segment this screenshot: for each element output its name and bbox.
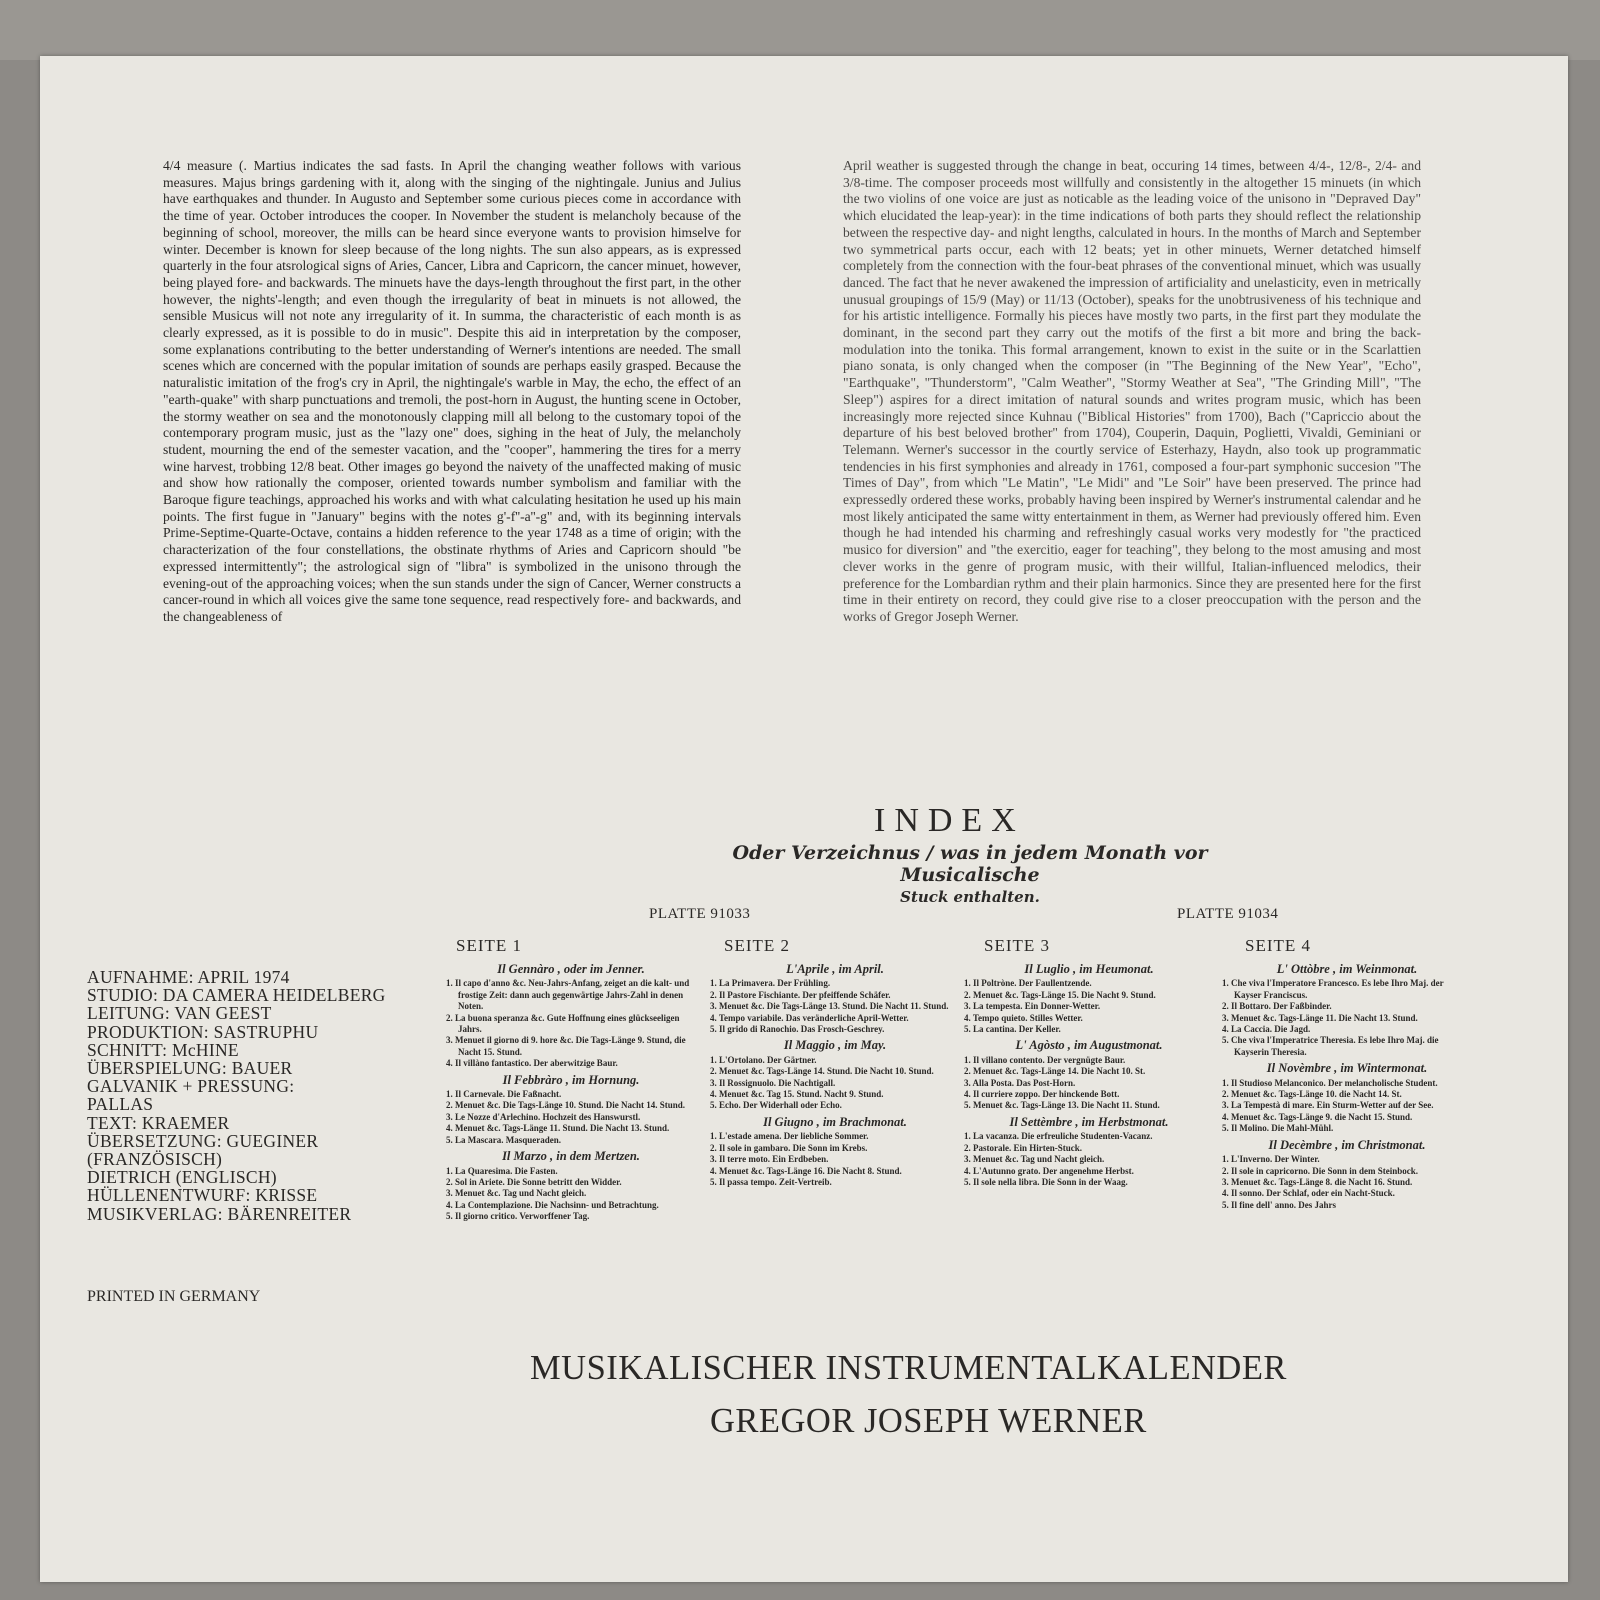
month-heading-january: Il Gennàro , oder im Jenner. [497,962,645,976]
seite-1-contents [446,964,696,1223]
track-item: 4. Il villàno fantastico. Der aberwitzige Baur. [446,1058,618,1069]
background [0,0,1600,60]
production-credits [87,968,386,1223]
seite-3-contents [964,964,1214,1188]
track-item: 5. Il sole nella libra. Die Sonn in der Waag. [964,1176,1128,1187]
month-heading-september: Il Settèmbre , im Herbstmonat. [1009,1114,1169,1129]
track-item: 3. Menuet &c. Tags-Länge 11. Die Nacht 13. Stund. [1222,1012,1418,1023]
month-heading-july: Il Luglio , im Heumonat. [1024,962,1154,976]
credit-line: ÜBERSPIELUNG: BAUER [87,1058,293,1079]
track-item: 5. La cantina. Der Keller. [964,1024,1061,1035]
credit-line: DIETRICH (ENGLISCH) [87,1167,277,1188]
track-item: 5. Il Molino. Die Mahl-Mühl. [1222,1123,1334,1134]
track-item: 3. La Tempestà di mare. Ein Sturm-Wetter auf der See. [1222,1100,1434,1111]
printed-in-label: PRINTED IN GERMANY [87,1288,261,1305]
track-item: 4. Il sonno. Der Schlaf, oder ein Nacht-Stuck. [1222,1188,1395,1199]
credit-line: ÜBERSETZUNG: GUEGINER [87,1130,319,1151]
credit-line: PRODUKTION: SASTRUPHU [87,1021,319,1042]
seite-2-contents [710,964,960,1188]
credit-line: (FRANZÖSISCH) [87,1149,223,1170]
track-item: 5. Il fine dell' anno. Des Jahrs [1222,1199,1337,1210]
credit-line: STUDIO: DA CAMERA HEIDELBERG [87,985,386,1006]
track-item: 5. Il grido di Ranochio. Das Frosch-Geschrey. [710,1024,885,1035]
track-item: 3. Menuet &c. Tag und Nacht gleich. [964,1154,1105,1165]
track-item: 4. La Contemplazione. Die Nachsinn- und Betrachtung. [446,1199,659,1210]
track-item: 1. La Primavera. Der Frühling. [710,978,831,989]
month-heading-march: Il Marzo , in dem Mertzen. [502,1149,640,1164]
track-item: 3. Il Rossignuolo. Die Nachtigall. [710,1077,836,1088]
index-title: INDEX [874,802,1025,839]
essay-text-left: 4/4 measure (. Martius indicates the sad fasts. In April the changing weather follows with various measures. Majus brings gardening with it, along with the singing of the nightingale. Junius and Julius have earthquakes and thunder. In Augusto and September some curious pieces come in accordance with the time of year. October introduces the cooper. In November the student is melancholy because of the beginning of school, moreover, the mills can be heard since everyone wants to provision himselve for winter. December is known for sleep because of the long nights. The sun also appears, as is expressed quarterly in the four atsrological signs of Aries, Cancer, Libra and Capricorn, the cancer minuet, however, being played fore- and backwards. The minuets have the days-length throughout the first part, in the other however, the nights'-length; and even though the irregularity of beat in minuets is not allowed, the sensible Musicus will not note any irregularity of it. In summa, the characteristic of each month is as clearly expressed, as it is possible to do in music". Despite this aid in interpretation by the composer, some explanations contributing to the better understanding of Werner's intentions are needed. The small scenes which are concerned with the popular imitation of sounds are perhaps easily grasped. Because the naturalistic imitation of the frog's cry in April, the nightingale's warble in May, the echo, the effect of an "earth-quake" with sharp punctuations and tremoli, the post-horn in August, the hunting scene in October, the stormy weather on sea and the monotonously clapping mill all belong to the customary topoi of the contemporary program music, just as the "lazy one" does, sighing in the heat of July, the melancholy student, mourning the end of the semester vacation, and the "cooper", hammering the tires for a merry wine harvest, trobbing 12/8 beat. Other images go beyond the naivety of the unaffected making of music and show how rationally the composer, oriented towards number symbolism and familiar with the Baroque figure teachings, approached his works and with what calculating hesitation he used up his main points. The first fugue in "January" begins with the notes g'-f''-a''-g" and, with its beginning intervals Prime-Septime-Quarte-Octave, contains a hidden reference to the year 1748 as a time of origin; with the characterization of the four constellations, the obstinate rhythms of Aries and Capricorn should "be expressed intermittently"; the astrological sign of "libra" is symbolized in the unisono through the evening-out of the approaching voices; when the sun stands under the sign of Cancer, Werner constructs a cancer-round in which all voices give the same tone sequence, read respectively fore- and backwards, and the changeableness of [163,158,741,624]
track-item: 4. La Caccia. Die Jagd. [1222,1024,1311,1035]
credit-line: HÜLLENENTWURF: KRISSE [87,1185,318,1206]
track-item: 2. Il sole in gambaro. Die Sonn im Krebs. [710,1142,868,1153]
month-heading-november: Il Novèmbre , im Wintermonat. [1266,1061,1428,1076]
track-item: 2. Menuet &c. Die Tags-Länge 10. Stund. Die Nacht 14. Stund. [446,1100,686,1111]
track-item: 2. Il sole in capricorno. Die Sonn in dem Steinbock. [1222,1165,1419,1176]
credit-line: AUFNAHME: APRIL 1974 [87,967,290,987]
month-heading-february: Il Febbràro , im Hornung. [502,1072,640,1087]
credit-line: SCHNITT: McHINE [87,1039,239,1060]
track-item: 3. La tempesta. Ein Donner-Wetter. [964,1001,1101,1012]
track-item: 4. L'Autunno grato. Der angenehme Herbst. [964,1165,1134,1176]
track-item: 2. Menuet &c. Tags-Länge 14. Die Nacht 10. St. [964,1066,1146,1077]
month-heading-august: L' Agòsto , im Augustmonat. [1015,1038,1163,1053]
track-item: 1. L'estade amena. Der liebliche Sommer. [710,1131,869,1142]
track-item: 1. La vacanza. Die erfreuliche Studenten-Vacanz. [964,1131,1153,1142]
track-item: 3. Le Nozze d'Arlechino. Hochzeit des Hanswurstl. [446,1111,641,1122]
track-item: 1. Il Carnevale. Die Faßnacht. [446,1089,562,1100]
track-item: 1. Il Poltròne. Der Faullentzende. [964,978,1092,989]
track-item: 5. Menuet &c. Tags-Länge 13. Die Nacht 11. Stund. [964,1100,1160,1111]
track-item: 2. Menuet &c. Tags-Länge 10. die Nacht 14. St. [1222,1089,1402,1100]
track-item: 1. Che viva l'Imperatore Francesco. Es lebe Ihro Maj. der Kayser Franciscus. [1222,978,1444,1000]
seite-label-4: SEITE 4 [1245,936,1312,955]
platte-label-91033: PLATTE 91033 [649,906,751,922]
track-item: 3. Menuet &c. Tags-Länge 8. die Nacht 16. Stund. [1222,1176,1413,1187]
essay-column-left [163,158,741,626]
track-item: 2. Il Pastore Fischiante. Der pfeiffende Schäfer. [710,989,891,1000]
track-item: 2. Menuet &c. Tags-Länge 14. Stund. Die Nacht 10. Stund. [710,1066,934,1077]
index-subtitle-line-1: Oder Verzeichnus / was in jedem Monath vor Musicalische [732,842,1208,886]
seite-label-2: SEITE 2 [724,936,791,955]
track-item: 5. La Mascara. Masqueraden. [446,1134,561,1145]
track-item: 5. Il giorno critico. Verworffener Tag. [446,1211,590,1222]
seite-4-contents [1222,964,1472,1211]
credit-line: TEXT: KRAEMER [87,1112,230,1133]
month-heading-june: Il Giugno , im Brachmonat. [763,1114,907,1129]
track-item: 1. L'Inverno. Der Winter. [1222,1154,1320,1165]
track-item: 5. Il passa tempo. Zeit-Vertreib. [710,1176,832,1187]
track-item: 3. Menuet il giorno di 9. hore &c. Die Tags-Länge 9. Stund, die Nacht 15. Stund. [446,1035,686,1057]
track-item: 3. Alla Posta. Das Post-Horn. [964,1077,1076,1088]
index-subtitle [700,842,1240,908]
track-item: 2. Il Bottaro. Der Faßbinder. [1222,1001,1332,1012]
track-item: 4. Tempo quieto. Stilles Wetter. [964,1012,1083,1023]
track-item: 1. L'Ortolano. Der Gärtner. [710,1054,817,1065]
index-subtitle-line-2: Stuck enthalten. [900,888,1040,906]
credit-line: PALLAS [87,1094,154,1115]
track-item: 2. Menuet &c. Tags-Länge 15. Die Nacht 9. Stund. [964,989,1156,1000]
track-item: 1. Il capo d'anno &c. Neu-Jahrs-Anfang, zeiget an die kalt- und frostige Zeit: dann auch gegenwärtige Jahrs-Zahl in denen Noten. [446,978,690,1012]
essay-text-right: April weather is suggested through the change in beat, occuring 14 times, between 4/4-, 12/8-, 2/4- and 3/8-time. The composer proceeds most willfully and consistently in the altogether 15 minuets (in which the two violins of one voice are just as noticable as the leading voice of the unisono in "Depraved Day" which elucidated the leap-year): in the time indications of both parts they should reflect the relationship between the respective day- and night lengths, calculated in hours. In the months of March and September two symmetrical parts occur, each with 12 beats; yet in other minuets, Werner detatched himself completely from the connection with the four-beat phrases of the conventional minuet, which was usually danced. The fact that he never awakened the impression of artificiality and unelasticity, even in metrically unusual groupings of 15/9 (May) or 11/13 (October), speaks for the unobtrusiveness of his technique and for his artistic intelligence. Formally his pieces have mostly two parts, in the first part they modulate the dominant, in the second part they carry out the motifs of the first a bit more and bring the back-modulation into the tonika. This formal arrangement, known to exist in the suite or in the Scarlattien piano sonata, is only changed when the composer (in "The Beginning of the New Year", "Echo", "Earthquake", "Thunderstorm", "Calm Weather", "Stormy Weather at Sea", "The Grinding Mill", "The Sleep") aspires for a direct imitation of natural sounds and writes program music, which has been increasingly more rejected since Kuhnau ("Biblical Histories" from 1700), Bach ("Capriccio about the departure of his best beloved brother" from 1704), Couperin, Daquin, Poglietti, Vivaldi, Geminiani or Telemann. Werner's successor in the courtly service of Esterhazy, Haydn, also took up programmatic tendencies in his first symphonies and already in 1761, composed a four-part symphonic succesion "The Times of Day", from which "Le Matin", "Le Midi" and "Le Soir" have been preserved. The prince had expressedly ordered these works, probably having been inspired by Werner's instrumental calendar and he most likely anticipated the same witty entertainment in them, as Werner had previously offered him. Even though he had intended his charming and refreshingly casual works very modestly for "the practiced musico for diversion" and "the exercitio, eager for teaching", they belong to the most amusing and most clever works in the genre of program music, with their willful, Italian-influenced melodics, their preference for the Lombardian rythm and their plain harmonics. Since they are presented here for the first time in their entirety on record, they could give rise to a closer preoccupation with the person and the works of Gregor Joseph Werner. [843,158,1421,624]
track-item: 1. Il villano contento. Der vergnügte Baur. [964,1054,1126,1065]
album-title: MUSIKALISCHER INSTRUMENTALKALENDER [530,1349,1287,1387]
month-heading-october: L' Ottòbre , im Weinmonat. [1276,962,1418,976]
track-item: 5. Echo. Der Widerhall oder Echo. [710,1100,842,1111]
track-item: 2. Sol in Ariete. Die Sonne betritt den Widder. [446,1176,622,1187]
track-item: 5. Che viva l'Imperatrice Theresia. Es lebe Ihro Maj. die Kayserin Theresia. [1222,1035,1439,1057]
credit-line: MUSIKVERLAG: BÄRENREITER [87,1203,352,1224]
month-heading-may: Il Maggio , im May. [783,1038,887,1053]
platte-label-91034: PLATTE 91034 [1177,906,1279,922]
month-heading-april: L'Aprile , im April. [786,962,884,976]
track-item: 4. Menuet &c. Tags-Länge 11. Stund. Die Nacht 13. Stund. [446,1123,670,1134]
essay-column-right [843,158,1421,626]
month-heading-december: Il Decèmbre , im Christmonat. [1268,1137,1426,1152]
track-item: 1. Il Studioso Melanconico. Der melancholische Student. [1222,1077,1438,1088]
track-item: 2. La buona speranza &c. Gute Hoffnung eines glückseeligen Jahrs. [446,1012,680,1035]
track-item: 4. Tempo variabile. Das veränderliche April-Wetter. [710,1012,909,1023]
track-item: 1. La Quaresima. Die Fasten. [446,1165,558,1176]
track-item: 4. Menuet &c. Tag 15. Stund. Nacht 9. Stund. [710,1089,884,1100]
track-item: 4. Il curriere zoppo. Der hinckende Bott. [964,1089,1120,1100]
track-item: 3. Menuet &c. Tag und Nacht gleich. [446,1188,587,1199]
track-item: 3. Il terre moto. Ein Erdbeben. [710,1154,829,1165]
seite-label-3: SEITE 3 [984,936,1051,955]
credit-line: GALVANIK + PRESSUNG: [87,1076,295,1097]
track-item: 2. Pastorale. Ein Hirten-Stuck. [964,1142,1082,1153]
track-item: 3. Menuet &c. Die Tags-Länge 13. Stund. Die Nacht 11. Stund. [710,1001,949,1012]
composer-name: GREGOR JOSEPH WERNER [710,1402,1147,1440]
seite-label-1: SEITE 1 [456,936,523,955]
track-item: 4. Menuet &c. Tags-Länge 9. die Nacht 15. Stund. [1222,1111,1413,1122]
credit-line: LEITUNG: VAN GEEST [87,1003,272,1024]
track-item: 4. Menuet &c. Tags-Länge 16. Die Nacht 8. Stund. [710,1165,902,1176]
album-back-cover [40,56,1568,1582]
